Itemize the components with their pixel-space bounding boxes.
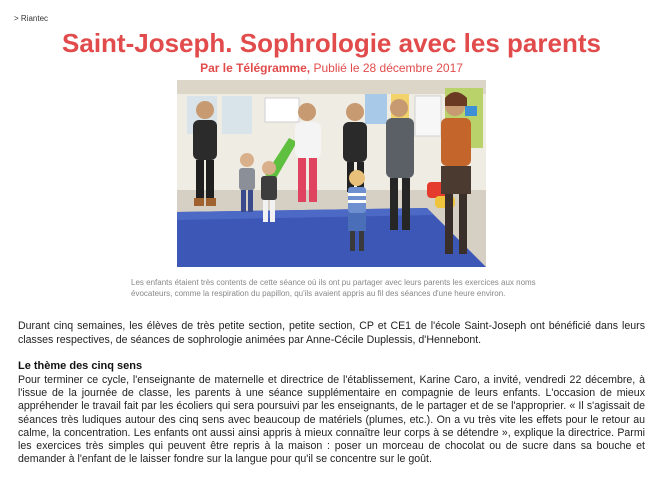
- section-heading: Le thème des cinq sens: [18, 360, 143, 372]
- byline-date: Publié le 28 décembre 2017: [313, 61, 463, 75]
- photo-caption: Les enfants étaient très contents de cette séance où ils ont pu partager avec leurs parents les exercices aux noms évocateurs, comme la respiration du papillon, qu'ils avaient appris au fil des séances d'une heure environ.: [131, 278, 536, 298]
- title-place: Saint-Joseph.: [62, 28, 233, 58]
- photo-illustration: [177, 80, 486, 267]
- byline: [0, 61, 663, 75]
- article-photo: [177, 80, 486, 267]
- byline-source: Par le Télégramme,: [200, 61, 311, 75]
- article-body: Pour terminer ce cycle, l'enseignante de maternelle et directrice de l'établissement, Karine Caro, a invité, vendredi 22 décembre, à l'issue de la journée de classe, les parents à une séance supplémentaire en compagnie de leurs enfants. L'occasion de mieux appréhender le travail fait par les écoliers qui sera poursuivi par les enseignants, de le partager et de se l'approprier. « Il s'agissait de séances très ludiques autour des cinq sens avec beaucoup de matériels (plumes, etc.). On a vu très vite les effets pour le retour au calme, la concentration. Les enfants ont aussi ainsi appris à mieux connaître leur corps à se détendre », explique la directrice. Parmi les exercices très simples qui peuvent être repris à la maison : poser un morceau de chocolat ou de sucre dans sa bouche et demander à l'enfant de le laisser fondre sur la langue pour qu'il se concentre sur le goût.: [18, 374, 645, 466]
- title-text: Sophrologie avec les parents: [239, 28, 601, 58]
- article-title: [0, 28, 663, 58]
- breadcrumb-link[interactable]: Riantec: [20, 14, 49, 23]
- article-intro: Durant cinq semaines, les élèves de très petite section, petite section, CP et CE1 de l'école Saint-Joseph ont bénéficié dans leurs classes respectives, de séances de sophrologie animées par Anne-Cécile Duplessis, d'Hennebont.: [18, 320, 645, 346]
- breadcrumb[interactable]: [14, 14, 48, 23]
- breadcrumb-arrow: >: [14, 14, 19, 23]
